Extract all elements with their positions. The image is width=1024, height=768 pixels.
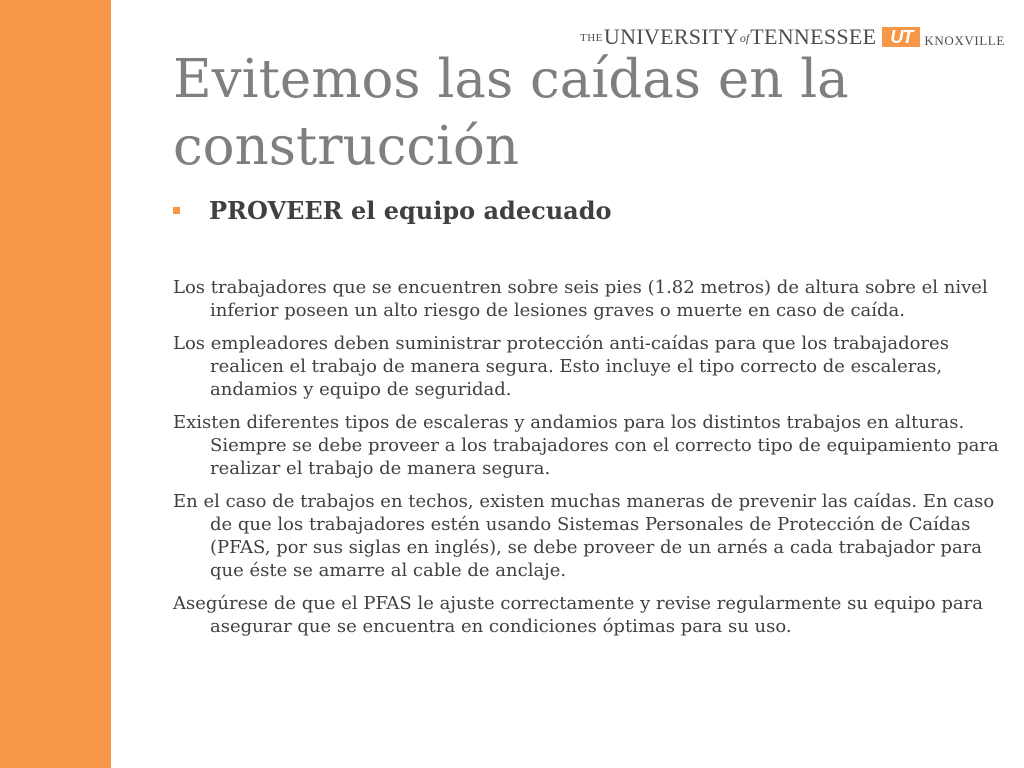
ut-power-t-icon: UT <box>882 27 920 47</box>
paragraph-1: Los trabajadores que se encuentren sobre seis pies (1.82 metros) de altura sobre el nivel inferior poseen un alto riesgo de lesiones graves o muerte en caso de caída. <box>173 277 988 321</box>
orange-sidebar <box>0 0 111 768</box>
square-bullet-icon <box>173 207 180 214</box>
logo-university: UNIVERSITY <box>603 24 739 49</box>
paragraph-4: En el caso de trabajos en techos, existen muchas maneras de prevenir las caídas. En caso de que los trabajadores estén usando Sistemas Personales de Protección de Caídas (PFAS, por sus siglas en inglés), se debe proveer de un arnés a cada trabajador para que éste se amarre al cable de anclaje. <box>173 491 995 581</box>
paragraph-3: Existen diferentes tipos de escaleras y andamios para los distintos trabajos en alturas. Siempre se debe proveer a los trabajadores con el correcto tipo de equipamiento para realizar el trabajo de manera segura. <box>173 412 999 479</box>
logo-of: of <box>739 31 750 45</box>
paragraph-5: Asegúrese de que el PFAS le ajuste correctamente y revise regularmente su equipo para asegurar que se encuentra en condiciones óptimas para su uso. <box>173 593 983 637</box>
paragraph-2: Los empleadores deben suministrar protección anti-caídas para que los trabajadores realicen el trabajo de manera segura. Esto incluye el tipo correcto de escaleras, andamios y equipo de seguridad. <box>173 333 949 400</box>
university-of-tennessee-knoxville-logo <box>580 22 1005 48</box>
slide-title: Evitemos las caídas en la construcción <box>173 49 849 177</box>
logo-knoxville: KNOXVILLE <box>924 33 1005 48</box>
logo-the: THE <box>580 32 603 44</box>
bullet-item <box>173 196 612 225</box>
logo-tennessee: TENNESSEE <box>750 24 877 49</box>
slide-body <box>173 276 1003 648</box>
bullet-text: PROVEER el equipo adecuado <box>209 196 612 225</box>
